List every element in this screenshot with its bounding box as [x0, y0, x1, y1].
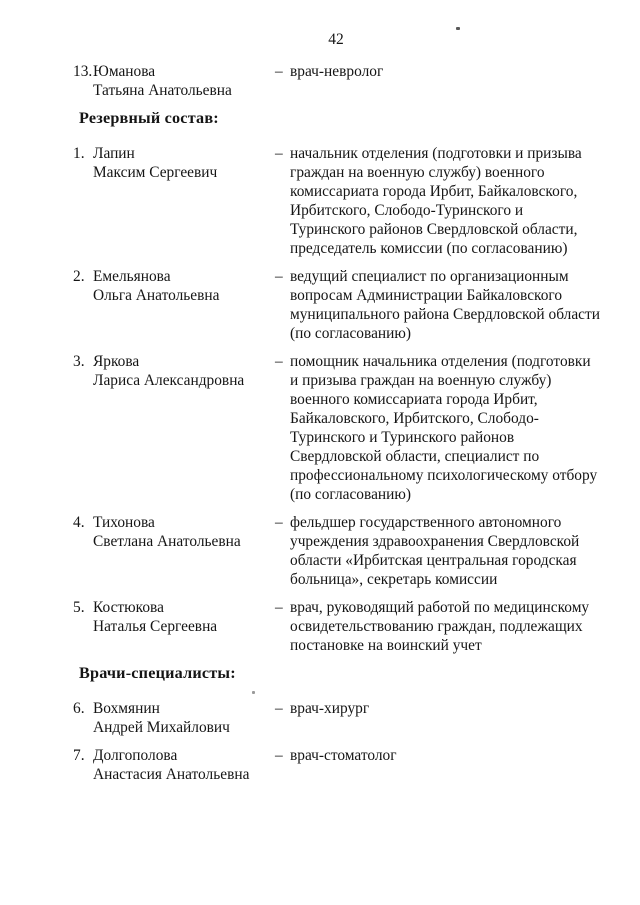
entry-given-names: Татьяна Анатольевна [93, 82, 232, 99]
entry-role: фельдшер государственного автономного учреждения здравоохранения Свердловской области «Ирбитская центральная городская больница», секретарь комиссии [290, 514, 580, 588]
entry-number: 1. [73, 145, 85, 162]
entry-role: врач, руководящий работой по медицинскому освидетельствованию граждан, подлежащих постановке на воинский учет [290, 599, 590, 654]
entry-surname: Костюкова [93, 599, 164, 616]
entry-number: 4. [73, 514, 85, 531]
entry-surname: Яркова [93, 353, 140, 370]
entry-dash: – [275, 700, 283, 717]
entry-name [93, 352, 275, 390]
entry-name [93, 267, 275, 305]
entry-surname: Вохмянин [93, 700, 160, 717]
entry-role: начальник отделения (подготовки и призыва граждан на военную службу) военного комиссариата города Ирбит, Байкаловского, Ирбитского, Слободо-Туринского и Туринского районов Свердловской области, председатель комиссии (по согласованию) [290, 145, 582, 257]
entry-name [93, 699, 275, 737]
entry-number: 3. [73, 353, 85, 370]
entry-given-names: Лариса Александровна [93, 372, 245, 389]
entry-number: 2. [73, 268, 85, 285]
entry-given-names: Андрей Михайлович [93, 719, 230, 736]
entry-role: врач-хирург [290, 700, 370, 717]
entry-dash: – [275, 747, 283, 764]
entry-dash: – [275, 268, 283, 285]
entry-dash: – [275, 63, 283, 80]
entry-surname: Долгополова [93, 747, 178, 764]
scan-speck [252, 691, 255, 694]
entry-role: врач-стоматолог [290, 747, 397, 764]
entry-name [93, 746, 275, 784]
entry-number: 6. [73, 700, 85, 717]
entry-given-names: Светлана Анатольевна [93, 533, 241, 550]
entry-given-names: Ольга Анатольевна [93, 287, 220, 304]
entry-row [75, 746, 601, 784]
entry-dash: – [275, 514, 283, 531]
entry-number: 13. [73, 63, 93, 80]
entry-surname: Тихонова [93, 514, 155, 531]
entry-name [93, 62, 275, 100]
entry-surname: Емельянова [93, 268, 171, 285]
entry-dash: – [275, 145, 283, 162]
entry-row [75, 352, 601, 504]
entry-row [75, 267, 601, 343]
entry-given-names: Наталья Сергеевна [93, 618, 218, 635]
entry-number: 5. [73, 599, 85, 616]
scan-speck [456, 27, 460, 30]
page-number: 42 [328, 31, 344, 48]
document-body [75, 62, 601, 793]
section-header: Врачи-специалисты: [79, 664, 236, 682]
entry-role: ведущий специалист по организационным вопросам Администрации Байкаловского муниципального района Свердловской области (по согласованию) [290, 268, 600, 342]
entry-role: врач-невролог [290, 63, 384, 80]
entry-surname: Юманова [93, 63, 156, 80]
entry-dash: – [275, 599, 283, 616]
entry-surname: Лапин [93, 145, 135, 162]
entry-role: помощник начальника отделения (подготовки и призыва граждан на военную службу) военного комиссариата города Ирбит, Байкаловского, Ирбитского, Слободо-Туринского и Туринского районов Свердловской области, специалист по профессиональному психологическому отбору (по согласованию) [290, 353, 598, 503]
entry-row [75, 699, 601, 737]
entry-dash: – [275, 353, 283, 370]
entry-row [75, 62, 601, 100]
entry-name [93, 513, 275, 551]
section-header: Резервный состав: [79, 109, 219, 127]
entry-row [75, 598, 601, 655]
entry-name [93, 144, 275, 182]
entry-name [93, 598, 275, 636]
entry-row [75, 513, 601, 589]
entry-given-names: Максим Сергеевич [93, 164, 218, 181]
entry-row [75, 144, 601, 258]
entry-given-names: Анастасия Анатольевна [93, 766, 250, 783]
entry-number: 7. [73, 747, 85, 764]
